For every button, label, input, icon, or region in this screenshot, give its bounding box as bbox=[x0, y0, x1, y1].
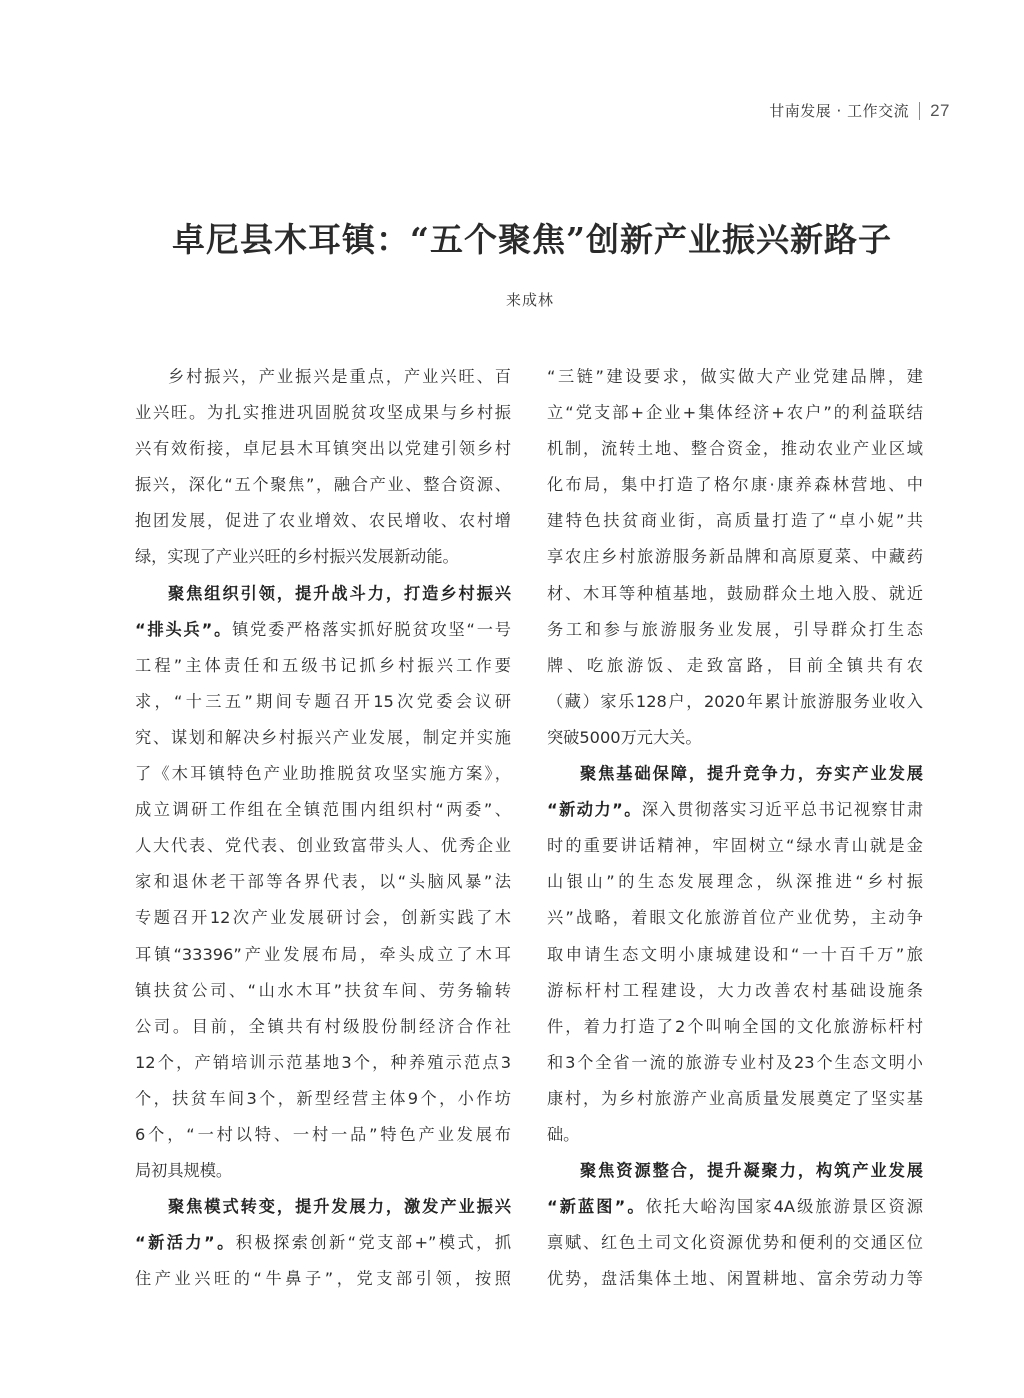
body-text: 依托大峪沟国家4A级旅游景区资源 bbox=[645, 1197, 923, 1217]
text-line bbox=[135, 937, 511, 973]
text-line bbox=[135, 1189, 511, 1225]
body-text: 业兴旺。为扎实推进巩固脱贫攻坚成果与乡村振 bbox=[135, 403, 511, 423]
bold-lead-text: 聚焦基础保障，提升竞争力，夯实产业发展 bbox=[580, 764, 923, 784]
bold-lead-text: “新动力”。 bbox=[547, 800, 642, 820]
body-text: 住产业兴旺的“牛鼻子”，党支部引领，按照 bbox=[135, 1269, 511, 1289]
text-line bbox=[547, 539, 923, 575]
text-line bbox=[547, 1009, 923, 1045]
journal-section: 甘南发展 · 工作交流 bbox=[769, 102, 910, 120]
body-text: 12个，产销培训示范基地3个，种养殖示范点3 bbox=[135, 1052, 511, 1072]
body-text: 突破5000万元大关。 bbox=[547, 727, 702, 747]
body-text: 振兴，深化“五个聚焦”，融合产业、整合资源、 bbox=[135, 475, 511, 495]
text-line bbox=[135, 1225, 511, 1261]
text-line bbox=[547, 1261, 923, 1297]
body-text: 禀赋、红色土司文化资源优势和便利的交通区位 bbox=[547, 1233, 923, 1253]
text-line bbox=[547, 900, 923, 936]
body-text: 优势，盘活集体土地、闲置耕地、富余劳动力等 bbox=[547, 1269, 923, 1289]
body-text: 求，“十三五”期间专题召开15次党委会议研 bbox=[135, 691, 511, 711]
text-line bbox=[135, 395, 511, 431]
body-text: （藏）家乐128户，2020年累计旅游服务业收入 bbox=[547, 691, 923, 711]
text-line bbox=[547, 720, 923, 756]
text-line bbox=[547, 467, 923, 503]
header-divider bbox=[919, 102, 920, 120]
text-line bbox=[135, 900, 511, 936]
text-line bbox=[547, 395, 923, 431]
text-line bbox=[135, 359, 511, 395]
body-text: 深入贯彻落实习近平总书记视察甘肃 bbox=[641, 800, 924, 820]
bold-lead-text: “排头兵”。 bbox=[135, 619, 233, 639]
text-line bbox=[135, 864, 511, 900]
text-line bbox=[135, 973, 511, 1009]
body-text: 件，着力打造了2个叫响全国的文化旅游标杆村 bbox=[547, 1016, 923, 1036]
text-line bbox=[135, 720, 511, 756]
body-text: 工程”主体责任和五级书记抓乡村振兴工作要 bbox=[135, 655, 511, 675]
text-line bbox=[135, 1009, 511, 1045]
left-text-column bbox=[135, 359, 511, 1297]
text-line bbox=[547, 431, 923, 467]
bold-lead-text: 聚焦组织引领，提升战斗力，打造乡村振兴 bbox=[168, 583, 511, 603]
article-author: 来成林 bbox=[505, 291, 554, 309]
text-line bbox=[547, 1117, 923, 1153]
body-text: 镇扶贫公司、“山水木耳”扶贫车间、劳务输转 bbox=[135, 980, 511, 1000]
body-text: 康村，为乡村旅游产业高质量发展奠定了坚实基 bbox=[547, 1088, 923, 1108]
text-line bbox=[547, 684, 923, 720]
text-line bbox=[547, 1225, 923, 1261]
text-line bbox=[135, 576, 511, 612]
body-text: 成立调研工作组在全镇范围内组织村“两委”、 bbox=[135, 800, 511, 820]
body-text: 兴有效衔接，卓尼县木耳镇突出以党建引领乡村 bbox=[135, 439, 511, 459]
body-text: 务工和参与旅游服务业发展，引导群众打生态 bbox=[547, 619, 923, 639]
text-line bbox=[135, 828, 511, 864]
text-line bbox=[135, 612, 511, 648]
text-line bbox=[547, 1081, 923, 1117]
text-line bbox=[135, 648, 511, 684]
text-line bbox=[547, 937, 923, 973]
body-text: 游标杆村工程建设，大力改善农村基础设施条 bbox=[547, 980, 923, 1000]
body-text: 镇党委严格落实抓好脱贫攻坚“一号 bbox=[232, 619, 511, 639]
bold-lead-text: “新活力”。 bbox=[135, 1233, 236, 1253]
body-text: 积极探索创新“党支部+”模式，抓 bbox=[235, 1233, 512, 1253]
text-line bbox=[135, 1045, 511, 1081]
page-number: 27 bbox=[930, 100, 950, 120]
body-text: 家和退休老干部等各界代表，以“头脑风暴”法 bbox=[135, 872, 511, 892]
text-line bbox=[135, 1081, 511, 1117]
body-text: 取申请生态文明小康城建设和“一十百千万”旅 bbox=[547, 944, 923, 964]
text-line bbox=[547, 576, 923, 612]
body-text: 耳镇“33396”产业发展布局，牵头成立了木耳 bbox=[135, 944, 511, 964]
bold-lead-text: 聚焦资源整合，提升凝聚力，构筑产业发展 bbox=[580, 1161, 923, 1181]
text-line bbox=[135, 467, 511, 503]
text-line bbox=[547, 792, 923, 828]
text-line bbox=[135, 539, 511, 575]
body-text: 立“党支部+企业+集体经济+农户”的利益联结 bbox=[547, 403, 923, 423]
body-text: 乡村振兴，产业振兴是重点，产业兴旺、百 bbox=[168, 367, 511, 386]
body-text: 抱团发展，促进了农业增效、农民增收、农村增 bbox=[135, 511, 511, 531]
body-text: 究、谋划和解决乡村振兴产业发展，制定并实施 bbox=[135, 727, 511, 747]
text-line bbox=[547, 864, 923, 900]
body-text: 局初具规模。 bbox=[135, 1161, 233, 1181]
running-head bbox=[769, 100, 950, 121]
text-line bbox=[547, 503, 923, 539]
text-line bbox=[547, 1045, 923, 1081]
text-line bbox=[547, 1153, 923, 1189]
article-title: 卓尼县木耳镇：“五个聚焦”创新产业振兴新路子 bbox=[172, 220, 892, 259]
body-text: 础。 bbox=[547, 1124, 580, 1144]
body-text: 绿，实现了产业兴旺的乡村振兴发展新动能。 bbox=[135, 547, 459, 567]
body-text: 兴”战略，着眼文化旅游首位产业优势，主动争 bbox=[547, 908, 923, 928]
text-line bbox=[135, 792, 511, 828]
right-text-column bbox=[547, 359, 923, 1297]
body-text: 时的重要讲话精神，牢固树立“绿水青山就是金 bbox=[547, 836, 923, 856]
text-line bbox=[135, 1117, 511, 1153]
body-text: 了《木耳镇特色产业助推脱贫攻坚实施方案》， bbox=[135, 764, 511, 784]
bold-lead-text: 聚焦模式转变，提升发展力，激发产业振兴 bbox=[168, 1197, 511, 1217]
text-line bbox=[135, 756, 511, 792]
body-text: 建特色扶贫商业街，高质量打造了“卓小妮”共 bbox=[547, 511, 923, 531]
text-line bbox=[547, 612, 923, 648]
body-text: 个，扶贫车间3个，新型经营主体9个，小作坊 bbox=[135, 1088, 511, 1108]
text-line bbox=[547, 1189, 923, 1225]
text-line bbox=[547, 359, 923, 395]
text-line bbox=[547, 756, 923, 792]
text-line bbox=[135, 684, 511, 720]
body-text: 享农庄乡村旅游服务新品牌和高原夏菜、中藏药 bbox=[547, 547, 923, 567]
body-text: 和3个全省一流的旅游专业村及23个生态文明小 bbox=[547, 1052, 923, 1072]
body-text: 专题召开12次产业发展研讨会，创新实践了木 bbox=[135, 908, 511, 928]
body-text: 机制，流转土地、整合资金，推动农业产业区域 bbox=[547, 439, 923, 459]
text-line bbox=[135, 1153, 511, 1189]
body-text: 山银山”的生态发展理念，纵深推进“乡村振 bbox=[547, 872, 923, 892]
body-text: 材、木耳等种植基地，鼓励群众土地入股、就近 bbox=[547, 583, 923, 603]
body-text: 化布局，集中打造了格尔康·康养森林营地、中 bbox=[547, 475, 923, 495]
text-line bbox=[547, 648, 923, 684]
body-text: 牌、吃旅游饭、走致富路，目前全镇共有农 bbox=[547, 655, 923, 675]
body-text: 公司。目前，全镇共有村级股份制经济合作社 bbox=[135, 1016, 511, 1036]
text-line bbox=[547, 973, 923, 1009]
text-line bbox=[135, 503, 511, 539]
body-text: 人大代表、党代表、创业致富带头人、优秀企业 bbox=[135, 836, 511, 856]
text-line bbox=[547, 828, 923, 864]
text-line bbox=[135, 1261, 511, 1297]
body-text: “三链”建设要求，做实做大产业党建品牌，建 bbox=[547, 367, 923, 386]
bold-lead-text: “新蓝图”。 bbox=[547, 1197, 646, 1217]
text-line bbox=[135, 431, 511, 467]
body-text: 6个，“一村以特、一村一品”特色产业发展布 bbox=[135, 1124, 511, 1144]
